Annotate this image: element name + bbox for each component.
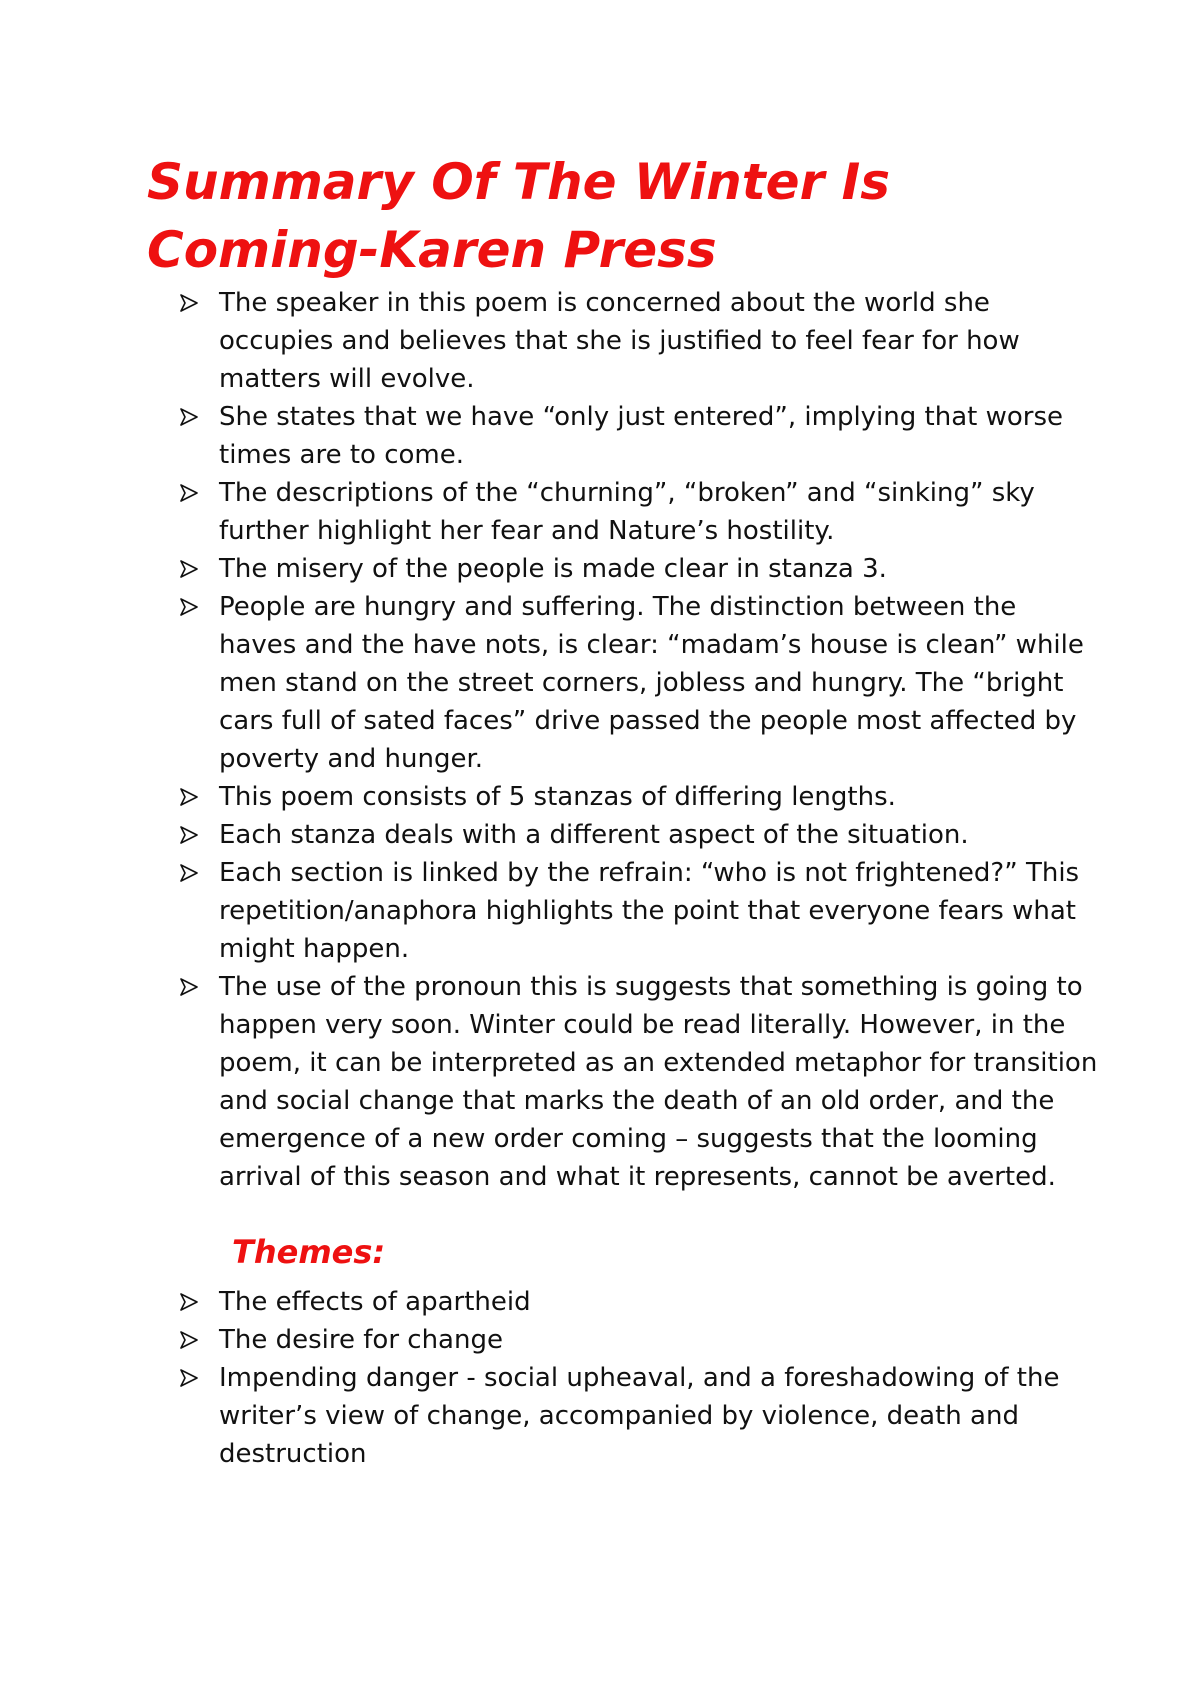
themes-heading: Themes: xyxy=(232,1233,386,1271)
list-item-text: The descriptions of the “churning”, “broken” and “sinking” sky further highlight her fear and Nature’s hostility. xyxy=(219,478,1035,546)
list-item xyxy=(180,778,1100,816)
summary-list xyxy=(180,284,1100,1196)
list-item xyxy=(180,588,1100,778)
arrowhead-bullet-icon xyxy=(180,598,198,616)
list-item-text: The use of the pronoun this is suggests that something is going to happen very soon. Winter could be read literally. However, in the poem, it can be interpreted as an extended metaphor for transition and social change that marks the death of an old order, and the emergence of a new order coming – suggests that the looming arrival of this season and what it represents, cannot be averted. xyxy=(219,972,1098,1192)
list-item-text: The effects of apartheid xyxy=(219,1287,531,1317)
document-title: Summary Of The Winter Is Coming-Karen Press xyxy=(147,153,891,279)
list-item xyxy=(180,1283,1100,1321)
list-item xyxy=(180,398,1100,474)
list-item-text: She states that we have “only just entered”, implying that worse times are to come. xyxy=(219,402,1063,470)
list-item xyxy=(180,1359,1100,1473)
list-item xyxy=(180,284,1100,398)
list-item-text: People are hungry and suffering. The distinction between the haves and the have nots, is clear: “madam’s house is clean” while men stand on the street corners, jobless and hungry. The “bright cars full of sated faces” drive passed the people most affected by poverty and hunger. xyxy=(219,592,1084,774)
list-item-text: The speaker in this poem is concerned about the world she occupies and believes that she is justified to feel fear for how matters will evolve. xyxy=(219,288,1020,394)
arrowhead-bullet-icon xyxy=(180,484,198,502)
list-item xyxy=(180,816,1100,854)
arrowhead-bullet-icon xyxy=(180,826,198,844)
list-item-text: Impending danger - social upheaval, and a foreshadowing of the writer’s view of change, accompanied by violence, death and destruction xyxy=(219,1363,1060,1469)
list-item xyxy=(180,550,1100,588)
list-item-text: This poem consists of 5 stanzas of differing lengths. xyxy=(219,782,896,812)
arrowhead-bullet-icon xyxy=(180,864,198,882)
list-item xyxy=(180,1321,1100,1359)
themes-list xyxy=(180,1283,1100,1473)
arrowhead-bullet-icon xyxy=(180,978,198,996)
list-item-text: The desire for change xyxy=(219,1325,503,1355)
list-item xyxy=(180,854,1100,968)
arrowhead-bullet-icon xyxy=(180,1293,198,1311)
list-item-text: Each stanza deals with a different aspect of the situation. xyxy=(219,820,969,850)
arrowhead-bullet-icon xyxy=(180,788,198,806)
list-item-text: Each section is linked by the refrain: “who is not frightened?” This repetition/anaphora highlights the point that everyone fears what might happen. xyxy=(219,858,1080,964)
arrowhead-bullet-icon xyxy=(180,1369,198,1387)
list-item-text: The misery of the people is made clear in stanza 3. xyxy=(219,554,887,584)
arrowhead-bullet-icon xyxy=(180,294,198,312)
list-item xyxy=(180,968,1100,1196)
list-item xyxy=(180,474,1100,550)
arrowhead-bullet-icon xyxy=(180,408,198,426)
arrowhead-bullet-icon xyxy=(180,1331,198,1349)
arrowhead-bullet-icon xyxy=(180,560,198,578)
